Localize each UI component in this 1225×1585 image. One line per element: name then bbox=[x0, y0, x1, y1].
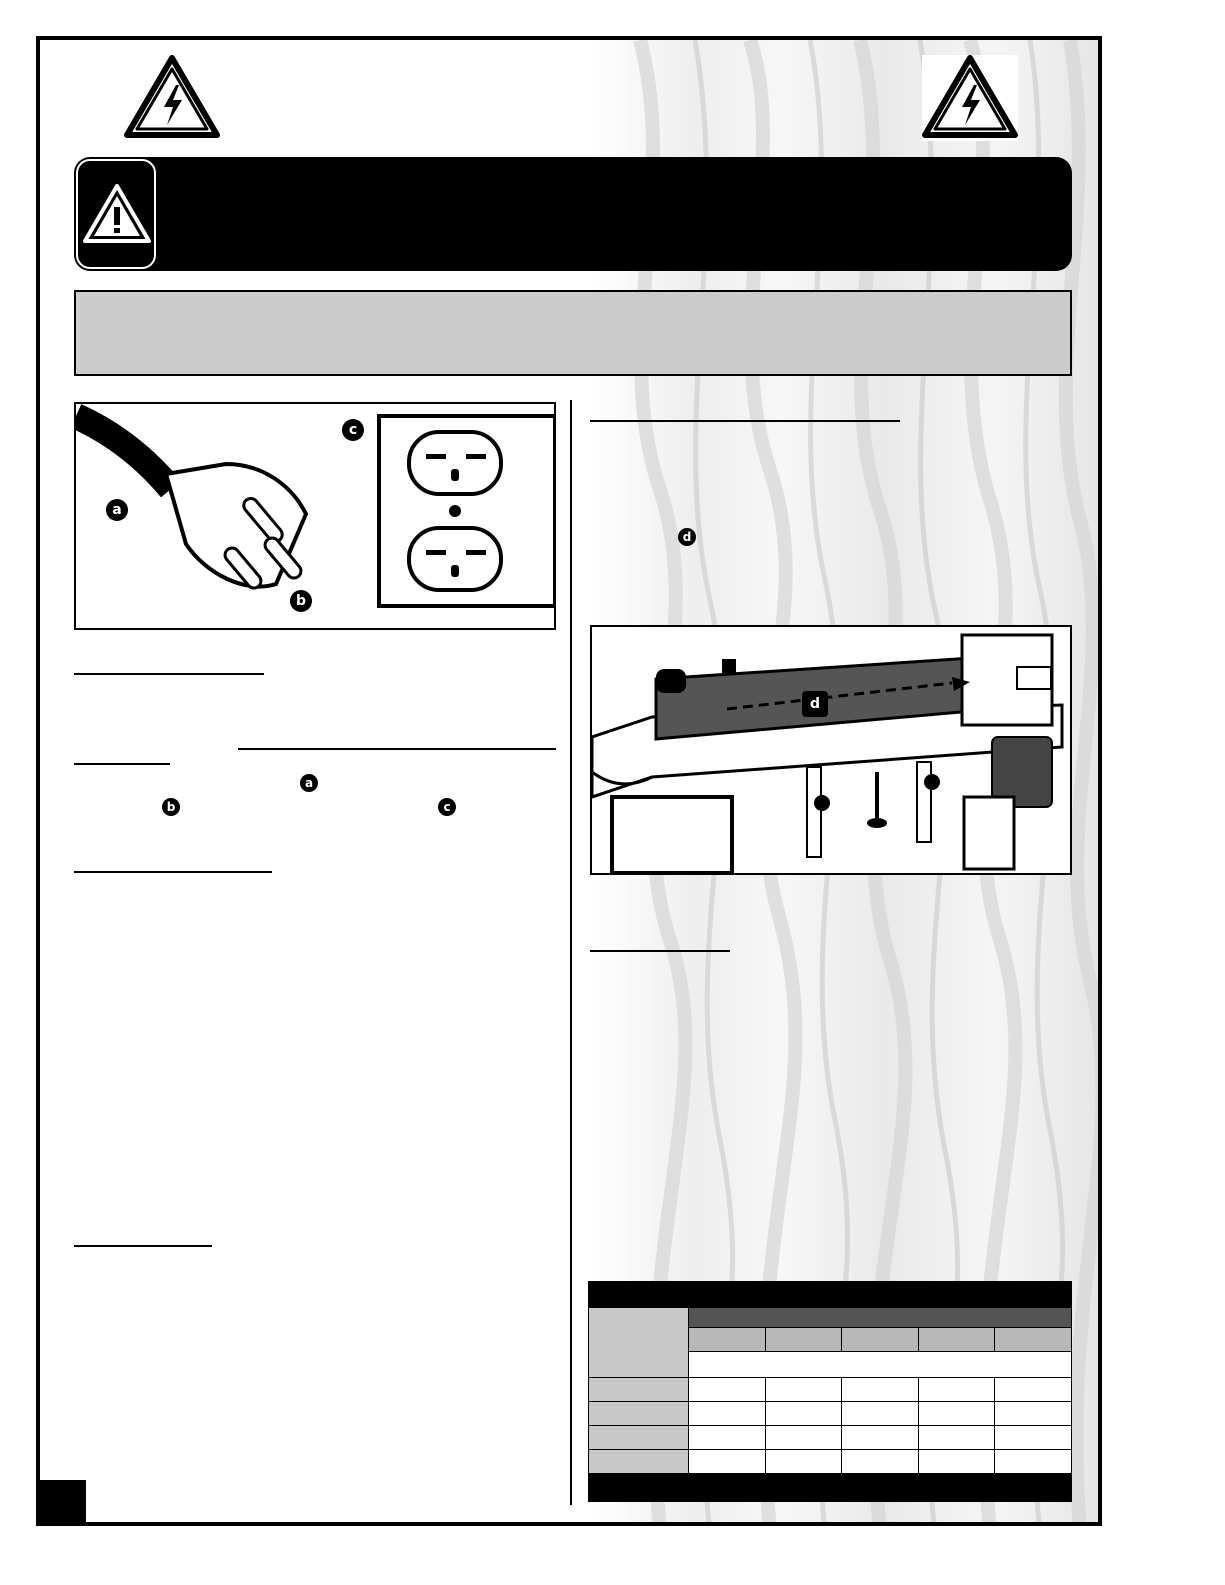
underline-rule bbox=[74, 763, 170, 765]
plug-outlet-figure bbox=[74, 402, 556, 630]
high-voltage-warning-icon bbox=[922, 55, 1018, 141]
inline-callout-a: a bbox=[300, 774, 318, 792]
inline-callout-c: c bbox=[438, 798, 456, 816]
edge-sander-illustration bbox=[592, 627, 1070, 873]
column-divider bbox=[570, 400, 572, 1505]
grounded-plug-illustration bbox=[76, 404, 554, 628]
table-header-row bbox=[589, 1308, 1072, 1328]
section-heading-rule bbox=[590, 950, 730, 952]
callout-a: a bbox=[106, 499, 128, 521]
table-title-row bbox=[589, 1282, 1072, 1308]
section-heading-rule bbox=[74, 673, 264, 675]
page-frame bbox=[36, 36, 1102, 1526]
section-heading-rule bbox=[74, 1245, 212, 1247]
callout-c: c bbox=[342, 419, 364, 441]
section-heading-rule bbox=[590, 420, 900, 422]
page-number-box bbox=[40, 1480, 86, 1522]
table-row bbox=[589, 1450, 1072, 1474]
banner-icon-frame bbox=[76, 159, 156, 269]
warning-banner bbox=[74, 157, 1072, 271]
callout-b: b bbox=[290, 590, 312, 612]
table-row bbox=[589, 1378, 1072, 1402]
table-row bbox=[589, 1426, 1072, 1450]
underline-rule bbox=[238, 748, 556, 750]
section-heading-rule bbox=[74, 871, 272, 873]
caution-exclamation-icon bbox=[82, 183, 152, 245]
note-box bbox=[74, 290, 1072, 376]
inline-callout-b: b bbox=[162, 798, 180, 816]
edge-sander-figure bbox=[590, 625, 1072, 875]
inline-callout-d: d bbox=[678, 528, 696, 546]
specification-table bbox=[588, 1281, 1072, 1502]
high-voltage-warning-icon bbox=[124, 55, 220, 141]
table-footer-row bbox=[589, 1474, 1072, 1502]
table-row bbox=[589, 1402, 1072, 1426]
callout-d: d bbox=[802, 691, 828, 717]
